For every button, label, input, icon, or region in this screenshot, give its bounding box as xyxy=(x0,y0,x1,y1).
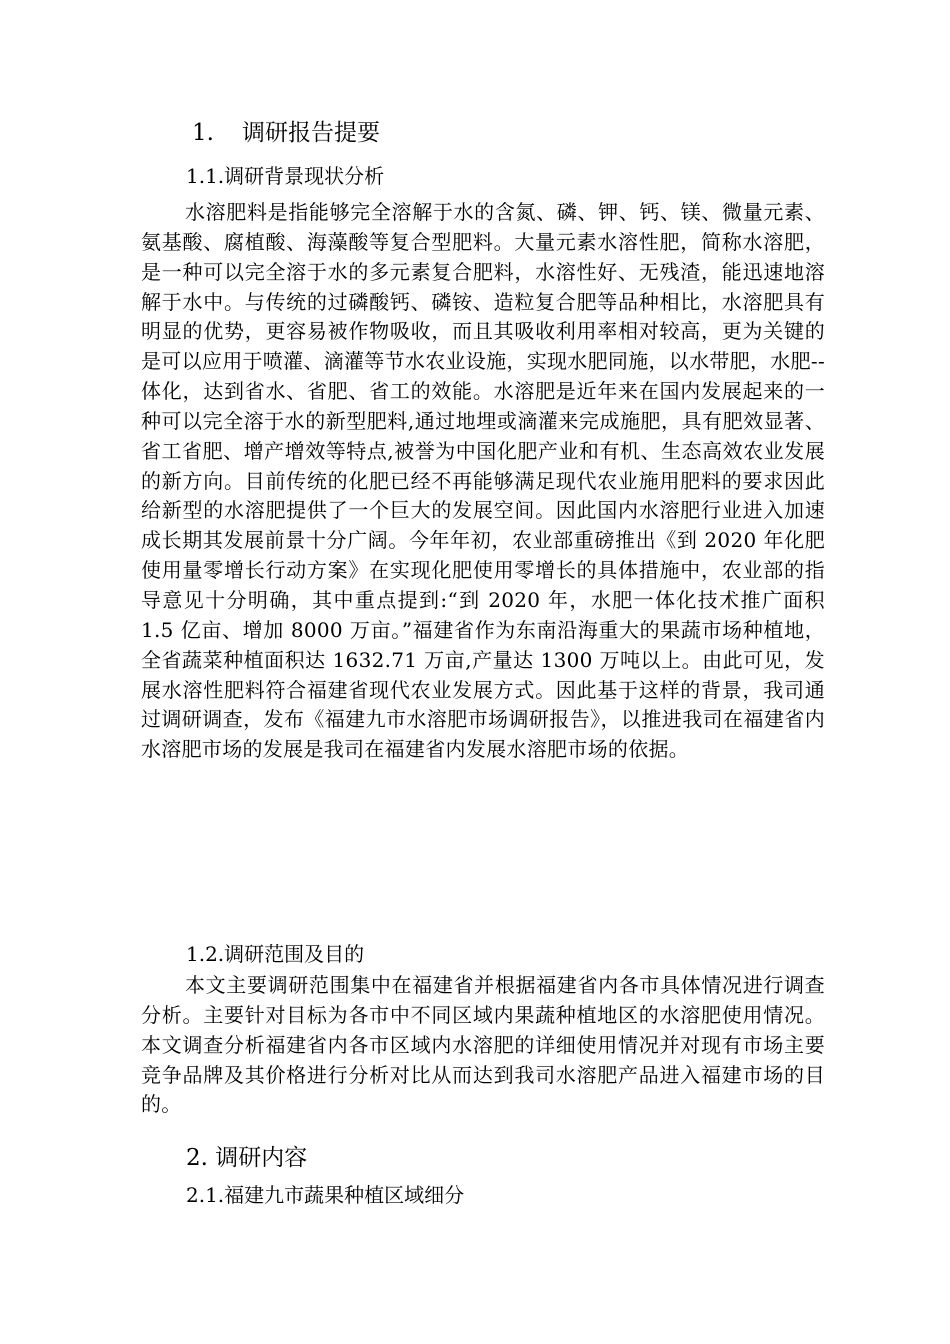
section-1-1-paragraph: 水溶肥料是指能够完全溶解于水的含氮、磷、钾、钙、镁、微量元素、氨基酸、腐植酸、海藻酸等复合型肥料。大量元素水溶性肥，简称水溶肥，是一种可以完全溶于水的多元素复合肥料，水溶性好、无残渣，能迅速地溶解于水中。与传统的过磷酸钙、磷铵、造粒复合肥等品种相比，水溶肥具有明显的优势，更容易被作物吸收，而且其吸收利用率相对较高，更为关键的是可以应用于喷灌、滴灌等节水农业设施，实现水肥同施，以水带肥，水肥--体化，达到省水、省肥、省工的效能。水溶肥是近年来在国内发展起来的一种可以完全溶于水的新型肥料,通过地埋或滴灌来完成施肥，具有肥效显著、省工省肥、增产增效等特点,被誉为中国化肥产业和有机、生态高效农业发展的新方向。目前传统的化肥已经不再能够满足现代农业施用肥料的要求因此给新型的水溶肥提供了一个巨大的发展空间。因此国内水溶肥行业进入加速成长期其发展前景十分广阔。今年年初，农业部重磅推出《到 2020 年化肥使用量零增长行动方案》在实现化肥使用零增长的具体措施中，农业部的指导意见十分明确，其中重点提到:“到 2020 年，水肥一体化技术推广面积 1.5 亿亩、增加 8000 万亩。”福建省作为东南沿海重大的果蔬市场种植地，全省蔬菜种植面积达 1632.71 万亩,产量达 1300 万吨以上。由此可见，发展水溶性肥料符合福建省现代农业发展方式。因此基于这样的背景，我司通过调研调查，发布《福建九市水溶肥市场调研报告》，以推进我司在福建省内水溶肥市场的发展是我司在福建省内发展水溶肥市场的依据。 xyxy=(141,200,826,762)
section-1-2-heading: 1.2.调研范围及目的 xyxy=(186,942,365,966)
section-2-1-heading: 2.1.福建九市蔬果种植区域细分 xyxy=(186,1183,465,1207)
section-1-heading xyxy=(192,114,380,152)
section-1-1-heading: 1.1.调研背景现状分析 xyxy=(186,164,385,188)
section-1-number: 1. xyxy=(192,120,214,146)
section-1-2-paragraph: 本文主要调研范围集中在福建省并根据福建省内各市具体情况进行调查分析。主要针对目标为各市中不同区域内果蔬种植地区的水溶肥使用情况。本文调查分析福建省内各市区域内水溶肥的详细使用情况并对现有市场主要竞争品牌及其价格进行分析对比从而达到我司水溶肥产品进入福建市场的目的。 xyxy=(141,973,825,1117)
section-2-heading: 2. 调研内容 xyxy=(186,1145,308,1171)
section-1-title: 调研报告提要 xyxy=(242,120,380,146)
